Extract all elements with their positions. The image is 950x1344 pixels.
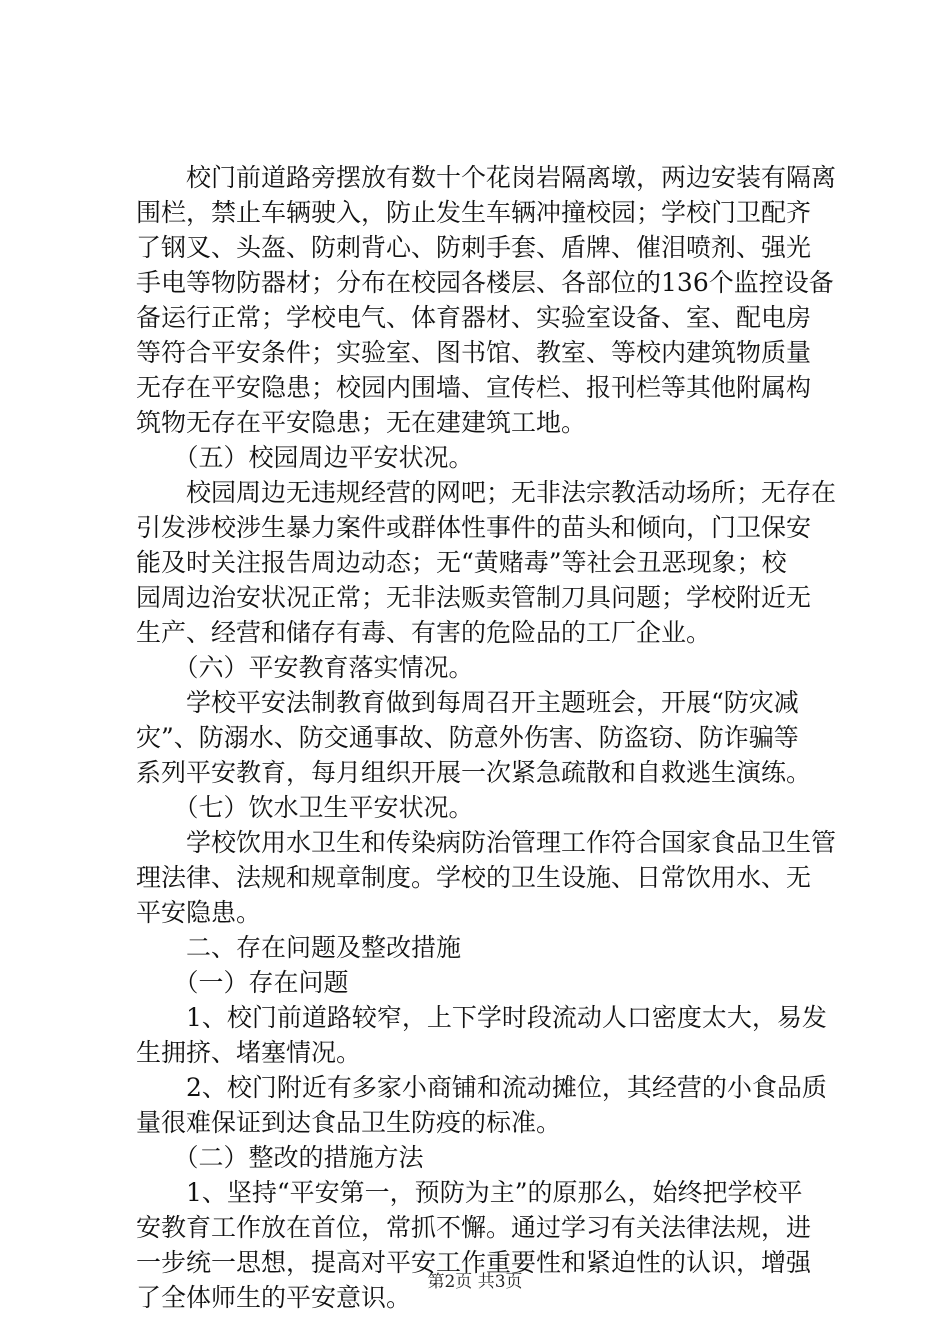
text-line: 一步统一思想，提高对平安工作重要性和紧迫性的认识，增强 <box>136 1248 812 1277</box>
text-line: 1、坚持“平安第一，预防为主”的原那么，始终把学校平 <box>136 1178 803 1207</box>
text-line: （二）整改的措施方法 <box>136 1143 424 1172</box>
text-line: 1、校门前道路较窄，上下学时段流动人口密度太大，易发 <box>136 1003 827 1032</box>
text-line: （五）校园周边平安状况。 <box>136 443 474 472</box>
text-line: 围栏，禁止车辆驶入，防止发生车辆冲撞校园；学校门卫配齐 <box>136 198 812 227</box>
text-line: 学校饮用水卫生和传染病防治管理工作符合国家食品卫生管 <box>136 828 836 857</box>
text-line: （一）存在问题 <box>136 968 349 997</box>
text-line: 能及时关注报告周边动态；无“黄赌毒”等社会丑恶现象；校 <box>136 548 787 577</box>
text-line: 2、校门附近有多家小商铺和流动摊位，其经营的小食品质 <box>136 1073 827 1102</box>
text-line: 安教育工作放在首位，常抓不懈。通过学习有关法律法规，进 <box>136 1213 812 1242</box>
text-line: 园周边治安状况正常；无非法贩卖管制刀具问题；学校附近无 <box>136 583 812 612</box>
text-line: 学校平安法制教育做到每周召开主题班会，开展“防灾减 <box>136 688 799 717</box>
text-line: 引发涉校涉生暴力案件或群体性事件的苗头和倾向，门卫保安 <box>136 513 812 542</box>
text-line: （六）平安教育落实情况。 <box>136 653 474 682</box>
text-line: （七）饮水卫生平安状况。 <box>136 793 474 822</box>
text-line: 无存在平安隐患；校园内围墙、宣传栏、报刊栏等其他附属构 <box>136 373 812 402</box>
text-line: 手电等物防器材；分布在校园各楼层、各部位的136个监控设备 <box>136 268 834 297</box>
text-line: 筑物无存在平安隐患；无在建建筑工地。 <box>136 408 587 437</box>
text-line: 校门前道路旁摆放有数十个花岗岩隔离墩，两边安装有隔离 <box>136 163 836 192</box>
text-line: 了钢叉、头盔、防刺背心、防刺手套、盾牌、催泪喷剂、强光 <box>136 233 812 262</box>
text-line: 生产、经营和储存有毒、有害的危险品的工厂企业。 <box>136 618 712 647</box>
text-line: 二、存在问题及整改措施 <box>136 933 462 962</box>
text-line: 理法律、法规和规章制度。学校的卫生设施、日常饮用水、无 <box>136 863 812 892</box>
text-line: 生拥挤、堵塞情况。 <box>136 1038 362 1067</box>
page-footer: 第2页 共3页 <box>427 1272 523 1292</box>
text-line: 系列平安教育，每月组织开展一次紧急疏散和自救逃生演练。 <box>136 758 812 787</box>
text-line: 平安隐患。 <box>136 898 262 927</box>
text-line: 量很难保证到达食品卫生防疫的标准。 <box>136 1108 562 1137</box>
text-line: 灾”、防溺水、防交通事故、防意外伤害、防盗窃、防诈骗等 <box>136 723 799 752</box>
text-line: 了全体师生的平安意识。 <box>136 1283 412 1312</box>
text-line: 等符合平安条件；实验室、图书馆、教室、等校内建筑物质量 <box>136 338 812 367</box>
text-line: 校园周边无违规经营的网吧；无非法宗教活动场所；无存在 <box>136 478 836 507</box>
text-line: 备运行正常；学校电气、体育器材、实验室设备、室、配电房 <box>136 303 812 332</box>
document-body <box>136 160 836 1315</box>
